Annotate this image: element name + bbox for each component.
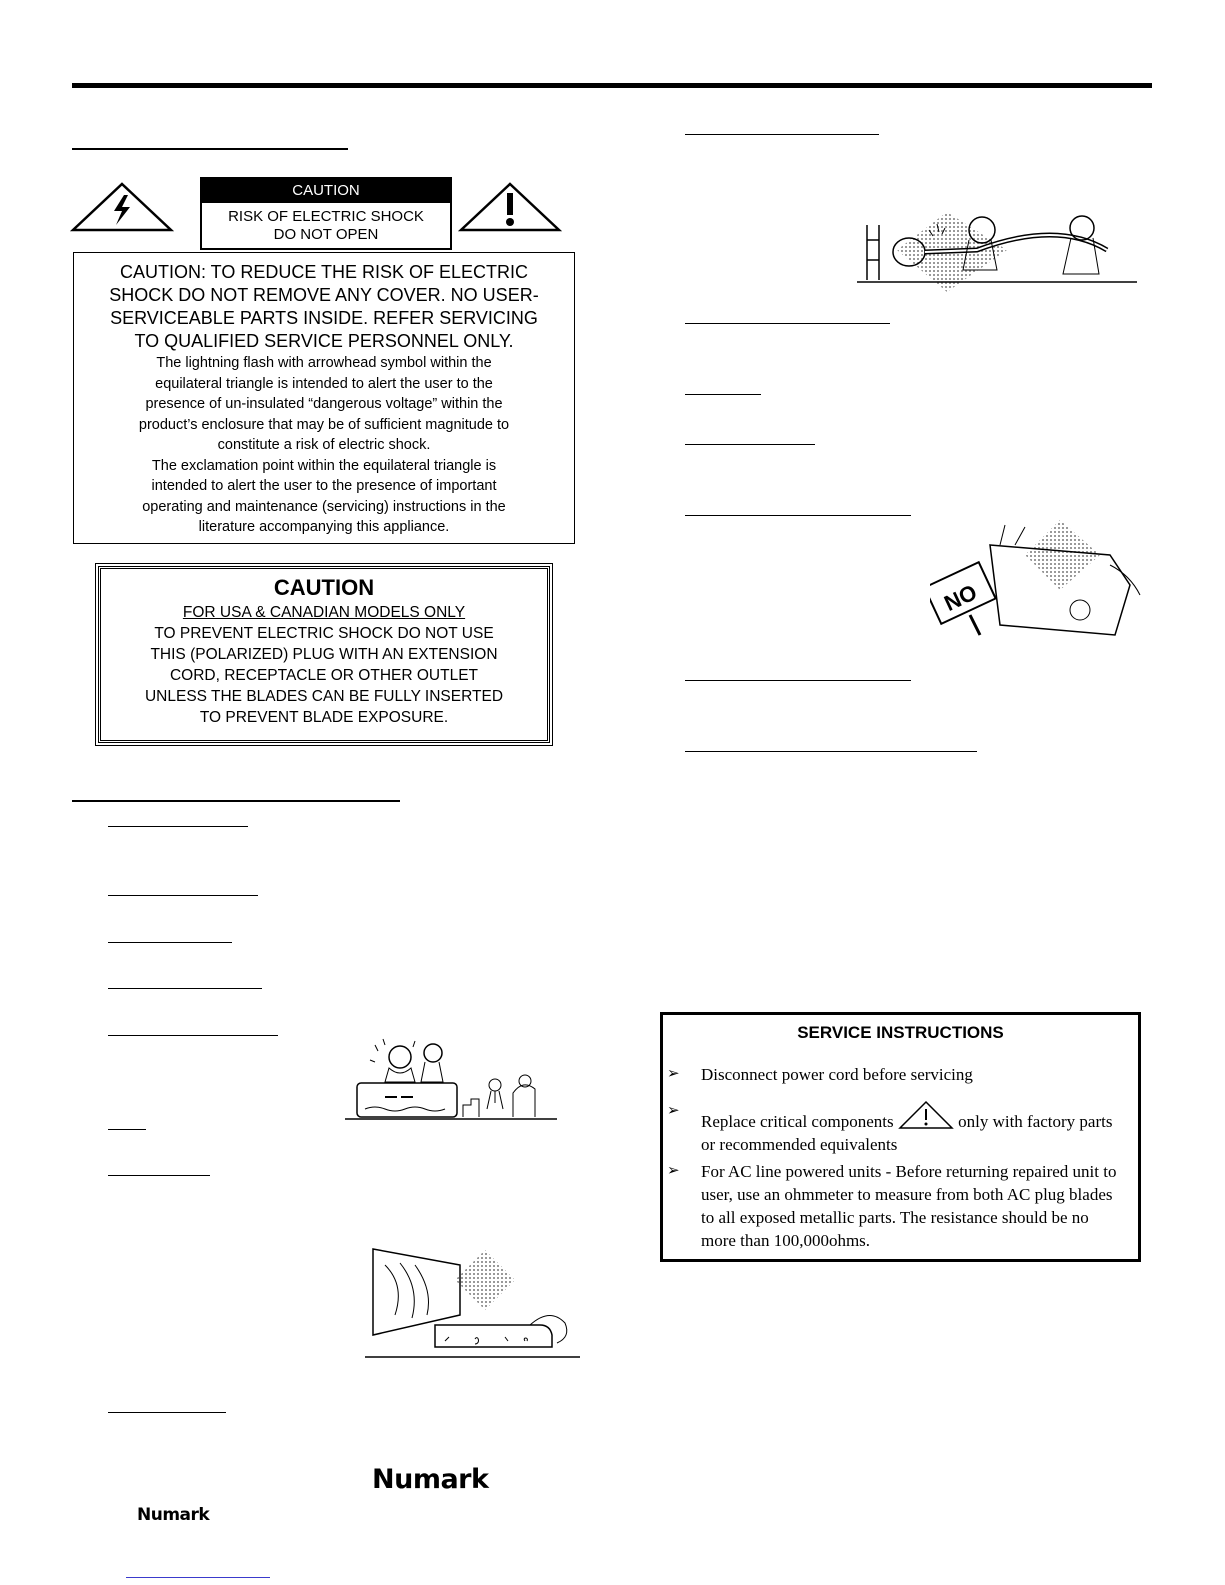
- service-item-text: only with factory parts or recommended equivalents: [701, 1112, 1113, 1154]
- item-heading-underline: [685, 394, 761, 395]
- caution-header-line1: RISK OF ELECTRIC SHOCK: [228, 208, 424, 225]
- item-heading-underline: [685, 515, 911, 516]
- symbol-explanation-line: operating and maintenance (servicing) instructions in the: [142, 498, 506, 515]
- usa-caution-line: THIS (POLARIZED) PLUG WITH AN EXTENSION: [150, 646, 498, 663]
- main-caution-line: SHOCK DO NOT REMOVE ANY COVER. NO USER-: [109, 285, 539, 305]
- item-heading-underline: [108, 1412, 226, 1413]
- heat-exposure-illustration: [365, 1245, 580, 1360]
- service-item: [667, 1100, 1126, 1156]
- service-item: [667, 1160, 1126, 1252]
- usa-caution-subtitle: FOR USA & CANADIAN MODELS ONLY: [182, 604, 466, 621]
- link-underline[interactable]: [126, 1577, 270, 1578]
- service-item-text: Disconnect power cord before servicing: [701, 1065, 973, 1084]
- symbol-explanation-line: intended to alert the user to the presence of important: [151, 478, 497, 494]
- caution-header-title: CAUTION: [202, 179, 450, 203]
- symbol-explanation-line: constitute a risk of electric shock.: [217, 437, 431, 453]
- service-instructions-title: SERVICE INSTRUCTIONS: [797, 1023, 1004, 1042]
- item-heading-underline: [108, 895, 258, 896]
- item-heading-underline: [108, 1175, 210, 1176]
- usa-caution-line: TO PREVENT BLADE EXPOSURE.: [199, 709, 449, 726]
- service-item: [667, 1063, 1126, 1086]
- arrow-bullet-icon: ➢: [667, 1066, 680, 1082]
- main-caution-line: CAUTION: TO REDUCE THE RISK OF ELECTRIC: [119, 262, 529, 282]
- symbol-explanation-line: The lightning flash with arrowhead symbol within the: [156, 355, 492, 371]
- caution-header-line2: DO NOT OPEN: [273, 226, 379, 243]
- usa-canada-caution-box: [98, 566, 550, 743]
- main-caution-line: SERVICEABLE PARTS INSIDE. REFER SERVICING: [110, 308, 538, 328]
- section-heading-underline: [72, 800, 400, 802]
- usa-caution-title: CAUTION: [273, 575, 375, 600]
- main-caution-box: [73, 252, 575, 544]
- service-instructions-box: [660, 1012, 1141, 1262]
- symbol-explanation-line: presence of un-insulated “dangerous voltage” within the: [145, 396, 503, 412]
- do-not-open-illustration: [930, 515, 1155, 650]
- service-item-text: Replace critical components: [701, 1112, 894, 1131]
- service-instructions-list: [663, 1063, 1138, 1252]
- exclamation-warning-icon: [898, 1100, 954, 1130]
- arrow-bullet-icon: ➢: [667, 1103, 680, 1119]
- numark-logo-large: Numark: [372, 1464, 489, 1495]
- service-item-text: For AC line powered units - Before returning repaired unit to user, use an ohmmeter to measure from both AC plug blades to all exposed metallic parts. The resistance should be no more than 100,000ohms.: [701, 1162, 1117, 1250]
- symbol-explanation-line: The exclamation point within the equilateral triangle is: [151, 457, 497, 474]
- lightning-warning-icon: [70, 181, 174, 233]
- item-heading-underline: [108, 826, 248, 827]
- symbol-explanation-line: product’s enclosure that may be of sufficient magnitude to: [138, 416, 510, 433]
- top-rule: [72, 83, 1152, 88]
- power-cord-illustration: [857, 210, 1137, 295]
- item-heading-underline: [685, 134, 879, 135]
- numark-logo-small: Numark: [137, 1505, 210, 1525]
- item-heading-underline: [108, 942, 232, 943]
- symbol-explanation-line: equilateral triangle is intended to alert the user to the: [155, 375, 493, 392]
- usa-caution-line: CORD, RECEPTACLE OR OTHER OUTLET: [169, 667, 479, 684]
- usa-caution-line: UNLESS THE BLADES CAN BE FULLY INSERTED: [144, 688, 504, 705]
- item-heading-underline: [685, 444, 815, 445]
- main-caution-line: TO QUALIFIED SERVICE PERSONNEL ONLY.: [134, 331, 514, 351]
- arrow-bullet-icon: ➢: [667, 1163, 680, 1179]
- item-heading-underline: [108, 1129, 146, 1130]
- item-heading-underline: [108, 988, 262, 989]
- item-heading-underline: [685, 751, 977, 752]
- usa-caution-line: TO PREVENT ELECTRIC SHOCK DO NOT USE: [154, 625, 494, 642]
- caution-header-box: [200, 177, 452, 250]
- symbol-explanation-line: literature accompanying this appliance.: [198, 519, 450, 535]
- water-spill-illustration: [345, 1035, 557, 1123]
- item-heading-underline: [108, 1035, 278, 1036]
- svg-text:NO: NO: [940, 579, 981, 617]
- item-heading-underline: [685, 680, 911, 681]
- exclamation-warning-icon: [458, 181, 562, 233]
- section-heading-underline: [72, 148, 348, 150]
- item-heading-underline: [685, 323, 890, 324]
